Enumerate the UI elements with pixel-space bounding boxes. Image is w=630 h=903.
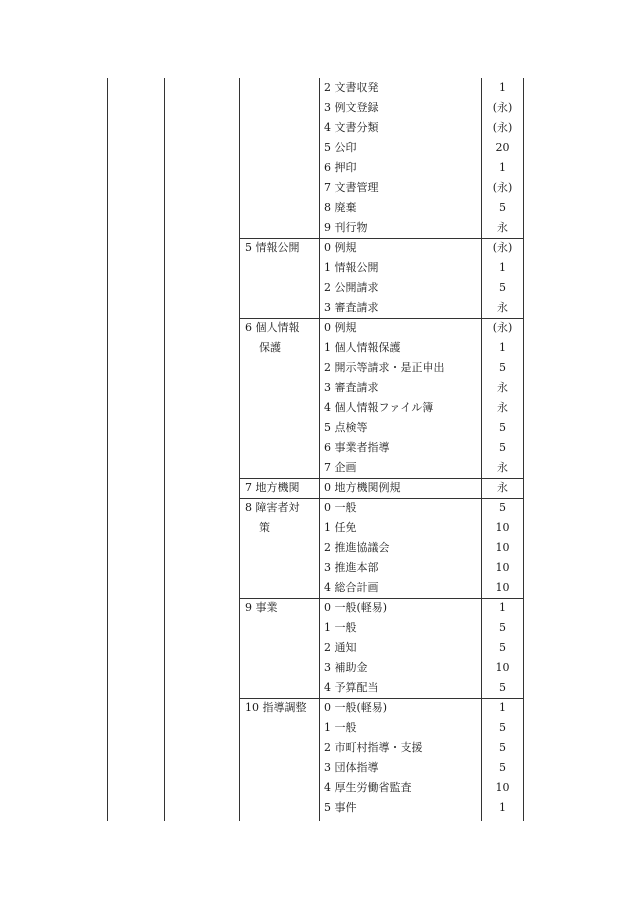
retention-period: 5 bbox=[499, 741, 506, 754]
retention-period: 永 bbox=[497, 401, 508, 414]
category-name-line: 5 情報公開 bbox=[245, 241, 300, 254]
item-label: 4 文書分類 bbox=[324, 121, 379, 134]
retention-period: 5 bbox=[499, 421, 506, 434]
item-label: 1 個人情報保護 bbox=[324, 341, 401, 354]
retention-period: 10 bbox=[495, 521, 510, 534]
column-divider bbox=[319, 78, 320, 821]
retention-period: 5 bbox=[499, 621, 506, 634]
item-label: 2 推進協議会 bbox=[324, 541, 390, 554]
retention-period: 永 bbox=[497, 301, 508, 314]
retention-period: 1 bbox=[499, 801, 506, 814]
item-label: 2 開示等請求・是正申出 bbox=[324, 361, 445, 374]
item-label: 4 個人情報ファイル簿 bbox=[324, 401, 434, 414]
retention-period: 永 bbox=[497, 481, 508, 494]
item-label: 0 一般 bbox=[324, 501, 357, 514]
retention-period: 1 bbox=[499, 81, 506, 94]
item-label: 5 事件 bbox=[324, 801, 357, 814]
retention-period: 10 bbox=[495, 781, 510, 794]
retention-period: (永) bbox=[492, 101, 513, 114]
retention-period: 永 bbox=[497, 221, 508, 234]
retention-period: (永) bbox=[492, 321, 513, 334]
category-name bbox=[245, 498, 300, 538]
item-label: 1 任免 bbox=[324, 521, 357, 534]
item-label: 0 一般(軽易) bbox=[324, 701, 388, 714]
item-label: 4 厚生労働省監査 bbox=[324, 781, 412, 794]
item-label: 0 例規 bbox=[324, 321, 357, 334]
retention-period: 10 bbox=[495, 561, 510, 574]
category-name-line: 7 地方機関 bbox=[245, 481, 300, 494]
category-name bbox=[245, 698, 307, 718]
retention-period: (永) bbox=[492, 121, 513, 134]
item-label: 3 推進本部 bbox=[324, 561, 379, 574]
item-label: 3 例文登録 bbox=[324, 101, 379, 114]
retention-period: 20 bbox=[495, 141, 510, 154]
retention-period: 5 bbox=[499, 681, 506, 694]
category-name-line: 保護 bbox=[259, 341, 281, 354]
retention-schedule-table bbox=[107, 78, 524, 821]
category-name-line: 策 bbox=[259, 521, 270, 534]
item-label: 0 例規 bbox=[324, 241, 357, 254]
item-label: 9 刊行物 bbox=[324, 221, 368, 234]
retention-period: 5 bbox=[499, 641, 506, 654]
item-label: 2 公開請求 bbox=[324, 281, 379, 294]
item-label: 3 審査請求 bbox=[324, 381, 379, 394]
item-label: 1 一般 bbox=[324, 721, 357, 734]
retention-period: 10 bbox=[495, 581, 510, 594]
item-label: 1 一般 bbox=[324, 621, 357, 634]
item-label: 8 廃棄 bbox=[324, 201, 357, 214]
item-label: 5 公印 bbox=[324, 141, 357, 154]
retention-period: 10 bbox=[495, 541, 510, 554]
item-label: 2 文書収発 bbox=[324, 81, 379, 94]
retention-period: 1 bbox=[499, 341, 506, 354]
retention-period: 永 bbox=[497, 461, 508, 474]
retention-period: 1 bbox=[499, 701, 506, 714]
retention-period: 5 bbox=[499, 761, 506, 774]
item-label: 1 情報公開 bbox=[324, 261, 379, 274]
item-label: 0 地方機関例規 bbox=[324, 481, 401, 494]
column-divider bbox=[107, 78, 108, 821]
item-label: 7 文書管理 bbox=[324, 181, 379, 194]
category-name-line: 6 個人情報 bbox=[245, 321, 300, 334]
retention-period: 5 bbox=[499, 361, 506, 374]
category-name-line: 10 指導調整 bbox=[245, 701, 307, 714]
category-name bbox=[245, 478, 300, 498]
retention-period: 5 bbox=[499, 441, 506, 454]
item-label: 2 通知 bbox=[324, 641, 357, 654]
item-label: 3 団体指導 bbox=[324, 761, 379, 774]
item-label: 7 企画 bbox=[324, 461, 357, 474]
item-label: 2 市町村指導・支援 bbox=[324, 741, 423, 754]
column-divider bbox=[164, 78, 165, 821]
retention-period: 5 bbox=[499, 281, 506, 294]
category-name-line: 8 障害者対 bbox=[245, 501, 300, 514]
retention-period: 5 bbox=[499, 721, 506, 734]
retention-period: (永) bbox=[492, 241, 513, 254]
item-label: 5 点検等 bbox=[324, 421, 368, 434]
retention-period: 1 bbox=[499, 601, 506, 614]
category-name bbox=[245, 598, 278, 618]
retention-period: 10 bbox=[495, 661, 510, 674]
retention-period: 5 bbox=[499, 201, 506, 214]
retention-period: 1 bbox=[499, 261, 506, 274]
item-label: 4 総合計画 bbox=[324, 581, 379, 594]
category-name-line: 9 事業 bbox=[245, 601, 278, 614]
item-label: 3 補助金 bbox=[324, 661, 368, 674]
item-label: 3 審査請求 bbox=[324, 301, 379, 314]
retention-period: 1 bbox=[499, 161, 506, 174]
item-label: 4 予算配当 bbox=[324, 681, 379, 694]
category-name bbox=[245, 238, 300, 258]
item-label: 6 事業者指導 bbox=[324, 441, 390, 454]
column-divider bbox=[239, 78, 240, 821]
retention-period: 永 bbox=[497, 381, 508, 394]
retention-period: (永) bbox=[492, 181, 513, 194]
category-name bbox=[245, 318, 300, 358]
item-label: 0 一般(軽易) bbox=[324, 601, 388, 614]
retention-period: 5 bbox=[499, 501, 506, 514]
item-label: 6 押印 bbox=[324, 161, 357, 174]
